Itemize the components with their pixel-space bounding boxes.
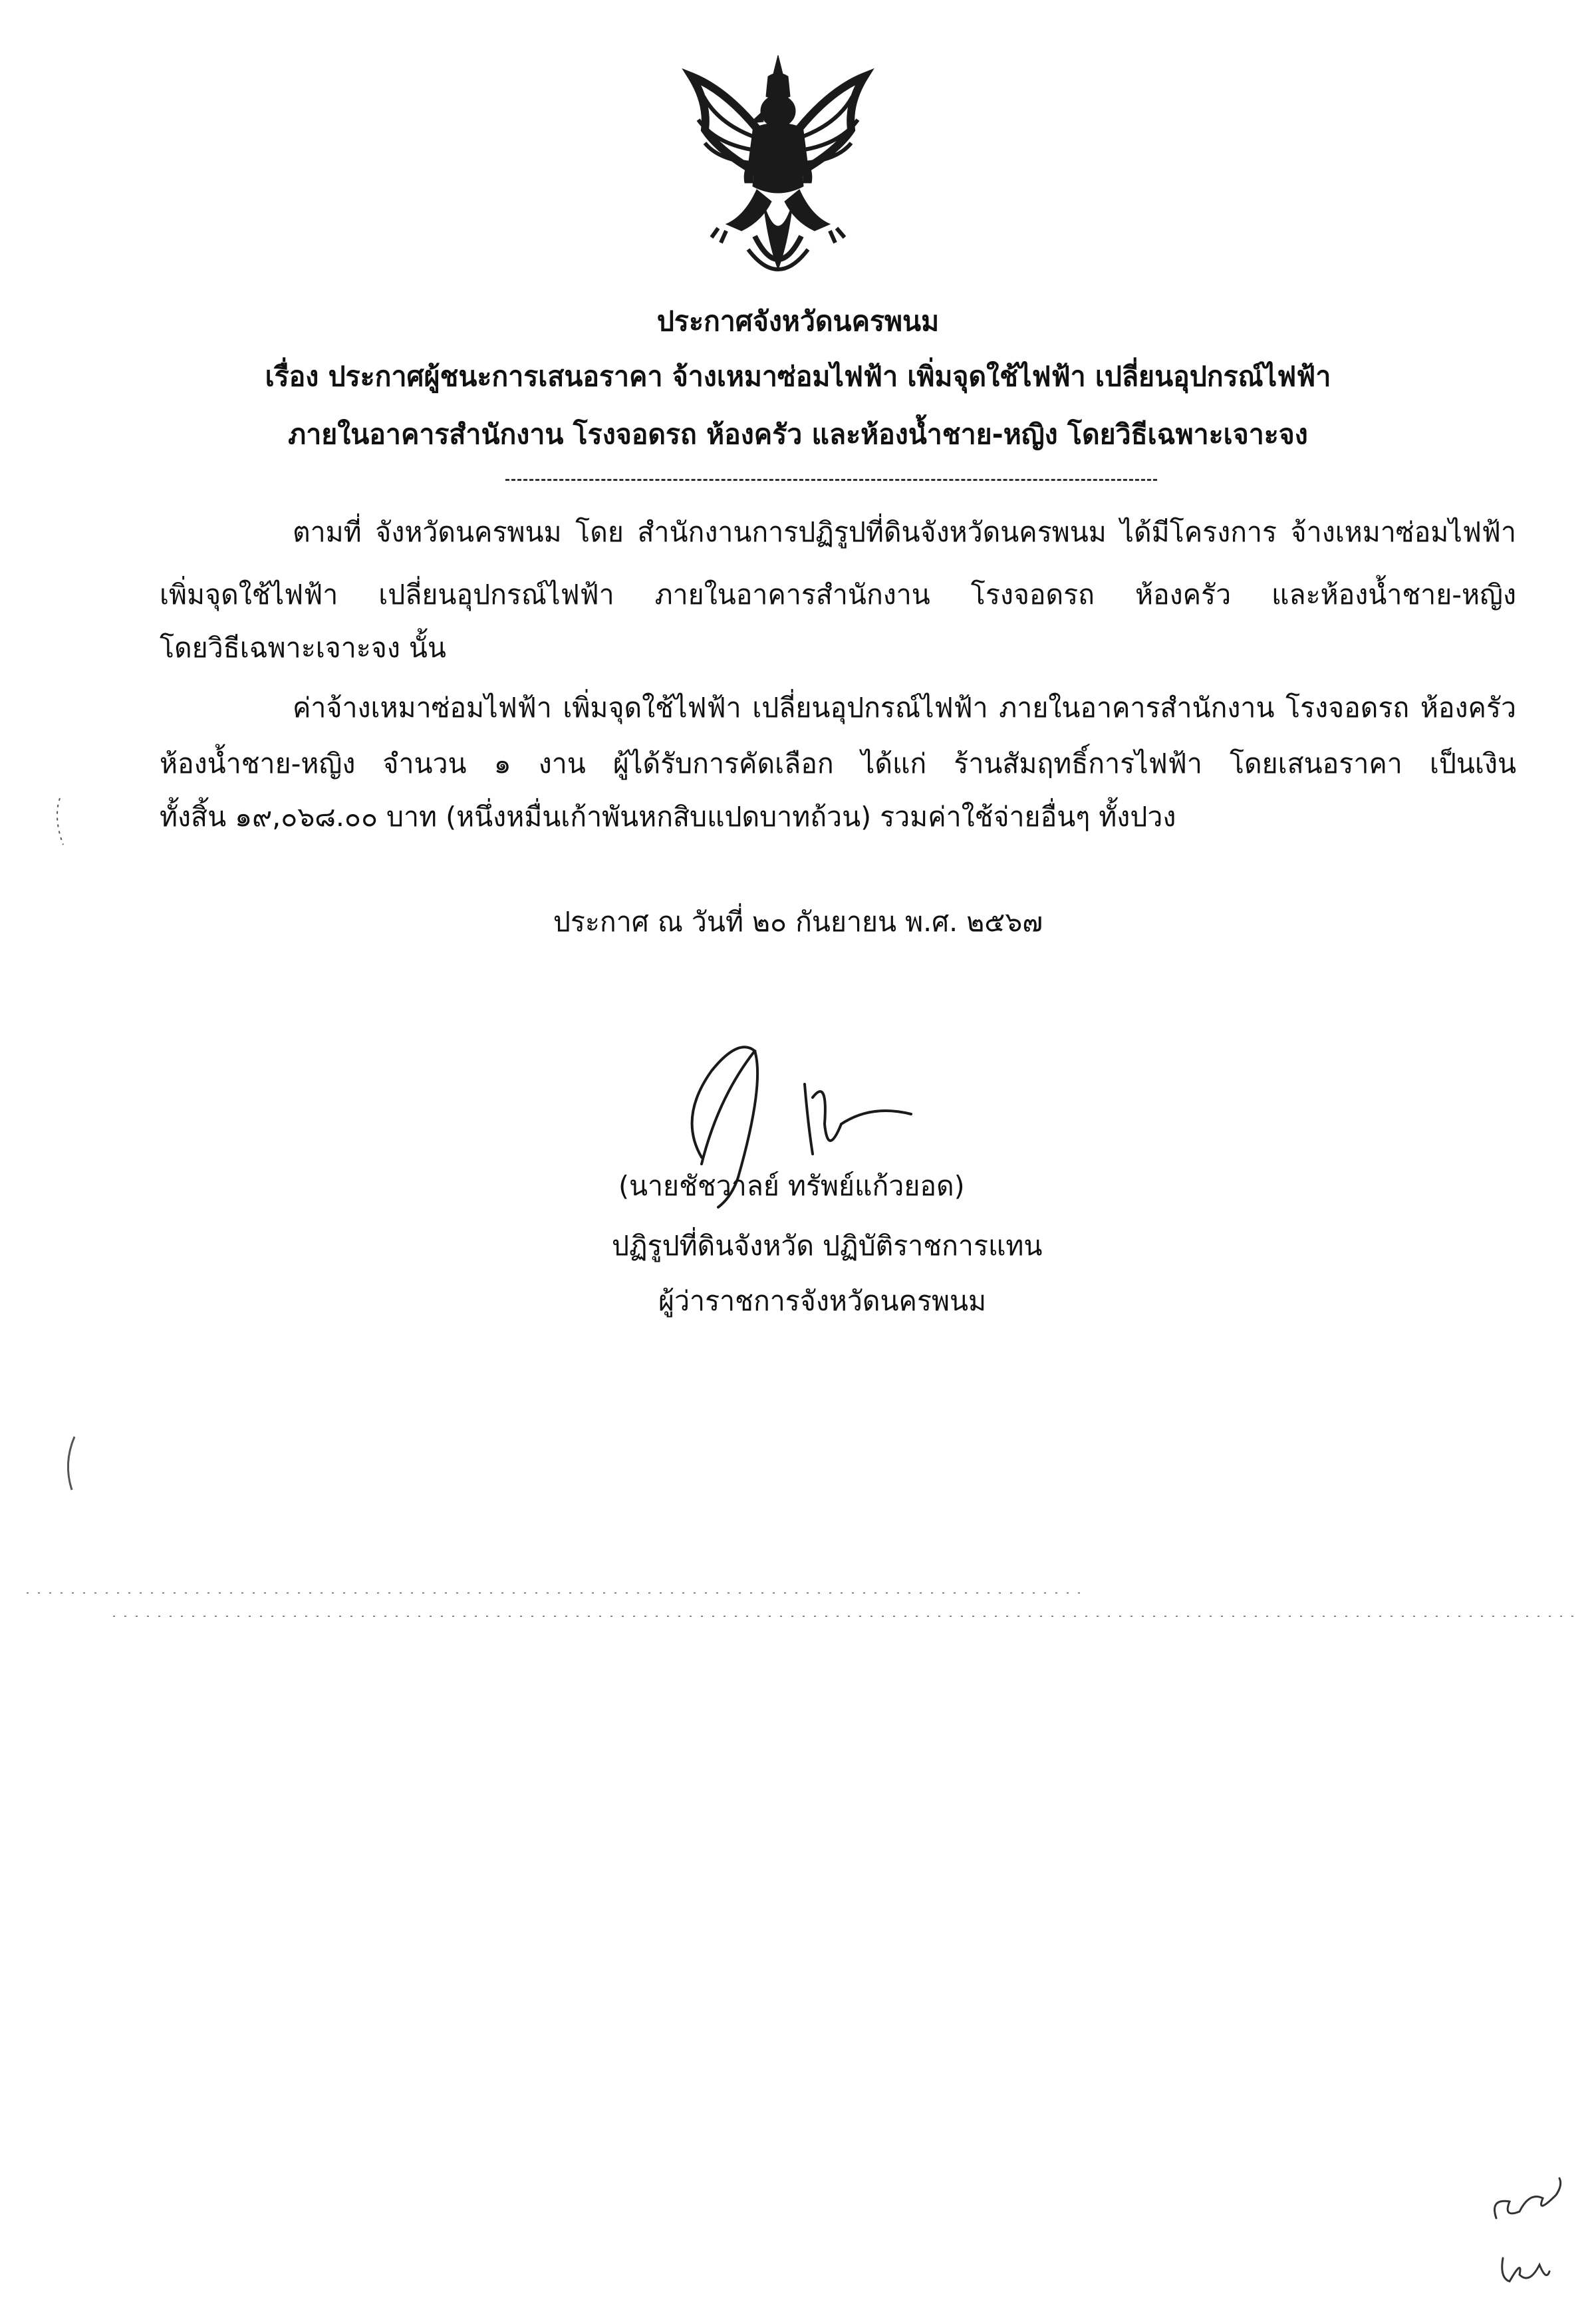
paragraph-1-line-2: เพิ่มจุดใช้ไฟฟ้า เปลี่ยนอุปกรณ์ไฟฟ้า ภายในอาคารสำนักงาน โรงจอดรถ ห้องครัว และห้องน้ำชาย-หญิง <box>160 579 1516 611</box>
paragraph-2-line-2: ห้องน้ำชาย-หญิง จำนวน ๑ งาน ผู้ได้รับการคัดเลือก ได้แก่ ร้านสัมฤทธิ์การไฟฟ้า โดยเสนอราคา เป็นเงิน <box>160 748 1516 780</box>
handwritten-initials-icon <box>1483 2165 1569 2291</box>
signer-position: ปฏิรูปที่ดินจังหวัด ปฏิบัติราชการแทน <box>612 1230 1043 1262</box>
paragraph-2-line-3: ทั้งสิ้น ๑๙,๐๖๘.๐๐ บาท (หนึ่งหมื่นเก้าพันหกสิบแปดบาทถ้วน) รวมค่าใช้จ่ายอื่นๆ ทั้งปวง <box>160 801 1176 833</box>
announcement-date: ประกาศ ณ วันที่ ๒๐ กันยายน พ.ศ. ๒๕๖๗ <box>553 906 1043 938</box>
document-subject-line-1: เรื่อง ประกาศผู้ชนะการเสนอราคา จ้างเหมาซ่อมไฟฟ้า เพิ่มจุดใช้ไฟฟ้า เปลี่ยนอุปกรณ์ไฟฟ้า <box>265 360 1331 392</box>
paragraph-1-line-3: โดยวิธีเฉพาะเจาะจง นั้น <box>160 632 446 664</box>
document-subject-line-2: ภายในอาคารสำนักงาน โรงจอดรถ ห้องครัว และห้องน้ำชาย-หญิง โดยวิธีเฉพาะเจาะจง <box>288 418 1308 450</box>
signer-position-title: ผู้ว่าราชการจังหวัดนครพนม <box>658 1285 987 1317</box>
garuda-emblem-icon <box>678 50 878 289</box>
title-divider <box>505 479 1157 481</box>
paragraph-2-line-1: ค่าจ้างเหมาซ่อมไฟฟ้า เพิ่มจุดใช้ไฟฟ้า เปลี่ยนอุปกรณ์ไฟฟ้า ภายในอาคารสำนักงาน โรงจอดรถ ห้องครัว <box>293 692 1516 724</box>
paragraph-1-line-1: ตามที่ จังหวัดนครพนม โดย สำนักงานการปฏิรูปที่ดินจังหวัดนครพนม ได้มีโครงการ จ้างเหมาซ่อมไฟฟ้า <box>293 516 1516 548</box>
document-title: ประกาศจังหวัดนครพนม <box>656 305 940 337</box>
signer-name: (นายชัชวาลย์ ทรัพย์แก้วยอด) <box>618 1170 965 1202</box>
